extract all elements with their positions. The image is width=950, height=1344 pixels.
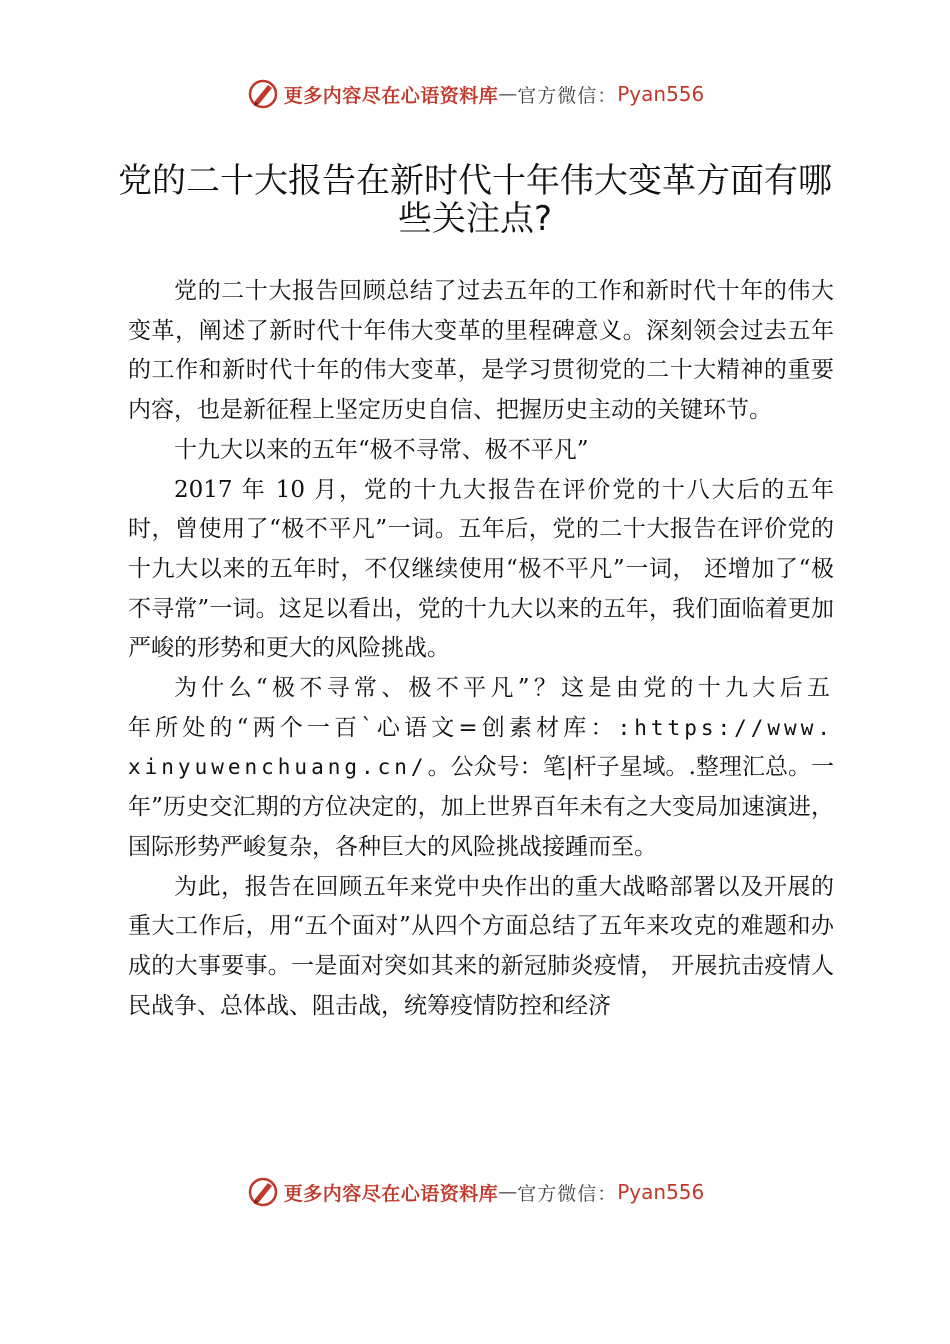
footer-separator: —: [498, 1181, 518, 1203]
document-body: [128, 272, 834, 1026]
paragraph-1: 党的二十大报告回顾总结了过去五年的工作和新时代十年的伟大变革，阐述了新时代十年伟大变革的里程碑意义。深刻领会过去五年的工作和新时代十年的伟大变革，是学习贯彻党的二十大精神的重要内容，也是新征程上坚定历史自信、把握历史主动的关键环节。: [128, 278, 834, 424]
footer-wechat-id: Pyan556: [617, 1180, 705, 1204]
footer-banner: [0, 1172, 950, 1212]
header-banner: [0, 74, 950, 114]
pen-logo-icon: [246, 77, 280, 111]
banner-brand: 更多内容尽在心语资料库: [283, 84, 499, 107]
banner-wechat-id: Pyan556: [617, 82, 705, 106]
paragraph-4-continuation: 。公众号：笔|杆子星域。.整理汇总。一年”历史交汇期的方位决定的，加上世界百年未有之大变局加速演进，国际形势严峻复杂，各种巨大的风险挑战接踵而至。: [128, 754, 834, 860]
pen-logo-icon: [246, 1175, 280, 1209]
banner-wechat-label: 官方微信：: [517, 84, 618, 107]
banner-separator: —: [498, 83, 518, 105]
paragraph-3: 2017 年 10 月，党的十九大报告在评价党的十八大后的五年时，曾使用了“极不平凡”一词。五年后，党的二十大报告在评价党的十九大以来的五年时，不仅继续使用“极不平凡”一词， 还增加了“极不寻常”一词。这足以看出，党的十九大以来的五年，我们面临着更加严峻的形势和更大的风险挑战。: [128, 476, 834, 662]
paragraph-5: 为此，报告在回顾五年来党中央作出的重大战略部署以及开展的重大工作后，用“五个面对”从四个方面总结了五年来攻克的难题和办成的大事要事。一是面对突如其来的新冠肺炎疫情， 开展抗击疫情人民战争、总体战、阻击战，统筹疫情防控和经济: [128, 873, 834, 1019]
paragraph-2: 十九大以来的五年“极不寻常、极不平凡”: [174, 436, 589, 463]
document-title: 党的二十大报告在新时代十年伟大变革方面有哪些关注点?: [118, 161, 832, 239]
paragraph-4: [128, 669, 834, 868]
footer-brand: 更多内容尽在心语资料库: [283, 1182, 499, 1205]
paragraph-4-text: 为什么“极不寻常、极不平凡”？这是由党的十九大后五年所处的“两个一百`心语文=创素材库：: [128, 675, 834, 741]
footer-wechat-label: 官方微信：: [517, 1182, 618, 1205]
website-url: :https://www.xinyuwenchuang.cn/: [128, 715, 834, 780]
